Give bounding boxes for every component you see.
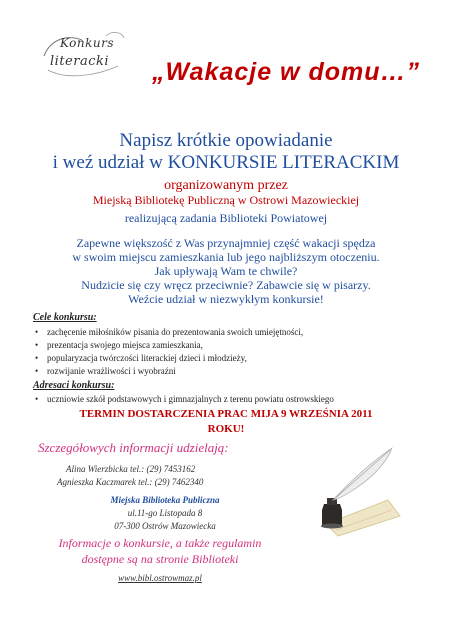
footer-line-1: Informacje o konkursie, a także regulamin	[58, 536, 262, 550]
list-item: • rozwijanie wrażliwości i wyobraźni	[33, 365, 433, 378]
list-item: • uczniowie szkół podstawowych i gimnazjalnych z terenu powiatu ostrowskiego	[33, 393, 433, 406]
deadline-line-1: TERMIN DOSTARCZENIA PRAC MIJA 9 WRZEŚNIA 2011	[79, 408, 373, 420]
contact-line: Alina Wierzbicka tel.: (29) 7453162	[66, 464, 196, 474]
list-item: • prezentacja swojego miejsca zamieszkania,	[33, 339, 433, 352]
list-item: • popularyzacja twórczości literackiej dzieci i młodzieży,	[33, 352, 433, 365]
library-name	[0, 494, 330, 507]
goals-list	[33, 326, 433, 378]
intro-text-line: Nudzicie się czy wręcz przeciwnie? Zabawcie się w pisarzy.	[81, 278, 371, 292]
contact-line: Agnieszka Kaczmarek tel.: (29) 7462340	[57, 477, 204, 487]
headline-line-1: Napisz krótkie opowiadanie	[119, 130, 333, 151]
intro-text-line: Jak upływają Wam te chwile?	[154, 264, 298, 278]
info-heading: Szczegółowych informacji udzielają:	[38, 440, 229, 455]
organizer-name: Miejską Bibliotekę Publiczną w Ostrowi Mazowieckiej	[92, 193, 360, 207]
audience-list	[33, 393, 433, 406]
audience-label: Adresaci konkursu:	[33, 380, 115, 391]
goals-label: Cele konkursu:	[33, 312, 97, 323]
intro-text-line: Weźcie udział w niezwykłym konkursie!	[128, 292, 324, 306]
library-website-link[interactable]: www.bibl.ostrowmaz.pl	[118, 573, 202, 583]
logo-line-1: Konkurs	[60, 36, 114, 50]
organizer-role: realizującą zadania Biblioteki Powiatowej	[124, 211, 328, 225]
intro-text-line: Zapewne większość z Was przynajmniej część wakacji spędza	[76, 236, 376, 250]
quill-inkwell-icon	[296, 446, 414, 538]
contest-logo	[36, 26, 131, 84]
list-item: • zachęcenie miłośników pisania do prezentowania swoich umiejętności,	[33, 326, 433, 339]
library-city: 07-300 Ostrów Mazowiecka	[114, 521, 216, 531]
intro-text-line: w swoim miejscu zamieszkania lub jego najbliższym otoczeniu.	[72, 250, 380, 264]
organizer-intro: organizowanym przez	[164, 178, 288, 193]
library-street: ul.11-go Listopada 8	[127, 508, 203, 518]
deadline-line-2: ROKU!	[207, 423, 245, 435]
page-title: „Wakacje w domu…”	[152, 58, 420, 86]
headline-line-2: i weź udział w KONKURSIE LITERACKIM	[52, 152, 400, 173]
logo-line-2: literacki	[50, 54, 110, 69]
footer-line-2: dostępne są na stronie Biblioteki	[81, 552, 239, 566]
library-name-text: Miejska Biblioteka Publiczna	[110, 495, 220, 505]
